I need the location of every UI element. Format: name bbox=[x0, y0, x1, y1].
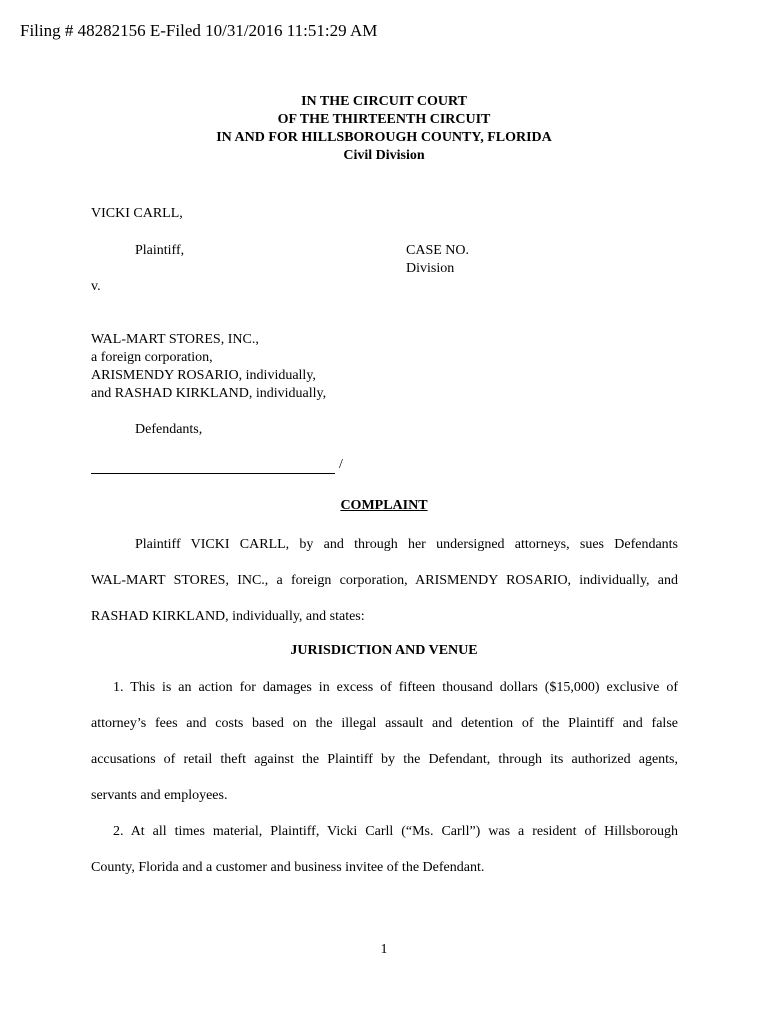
intro-line: WAL-MART STORES, INC., a foreign corporation, ARISMENDY ROSARIO, individually, and bbox=[91, 573, 678, 588]
defendants-role: Defendants, bbox=[135, 422, 203, 437]
court-division: Civil Division bbox=[343, 148, 425, 163]
paragraph-line: servants and employees. bbox=[91, 788, 228, 803]
intro-line: RASHAD KIRKLAND, individually, and states: bbox=[91, 609, 365, 624]
document-title-text: COMPLAINT bbox=[340, 498, 428, 513]
page-number: 1 bbox=[380, 942, 388, 957]
plaintiff-role: Plaintiff, bbox=[135, 243, 185, 258]
filing-stamp: Filing # 48282156 E-Filed 10/31/2016 11:51:29 AM bbox=[20, 21, 378, 40]
versus: v. bbox=[91, 279, 101, 294]
court-line-3: IN AND FOR HILLSBOROUGH COUNTY, FLORIDA bbox=[216, 130, 552, 145]
case-number-label: CASE NO. bbox=[406, 243, 470, 258]
paragraph-1 bbox=[91, 670, 678, 814]
paragraph-line: 2. At all times material, Plaintiff, Vicki Carll (“Ms. Carll”) was a resident of Hillsborough bbox=[113, 824, 678, 839]
plaintiff-name: VICKI CARLL, bbox=[91, 206, 183, 221]
defendant-line: and RASHAD KIRKLAND, individually, bbox=[91, 386, 327, 401]
intro-line: Plaintiff VICKI CARLL, by and through her undersigned attorneys, sues Defendants bbox=[135, 537, 678, 552]
defendant-line: ARISMENDY ROSARIO, individually, bbox=[91, 368, 316, 383]
paragraph-2 bbox=[91, 814, 678, 886]
section-heading: JURISDICTION AND VENUE bbox=[290, 643, 478, 658]
defendant-line: WAL-MART STORES, INC., bbox=[91, 332, 259, 347]
defendant-line: a foreign corporation, bbox=[91, 350, 213, 365]
intro-paragraph bbox=[91, 527, 678, 635]
rule-slash: / bbox=[339, 457, 343, 472]
paragraph-line: attorney’s fees and costs based on the illegal assault and detention of the Plaintiff and false bbox=[91, 716, 678, 731]
paragraph-line: 1. This is an action for damages in excess of fifteen thousand dollars ($15,000) exclusive of bbox=[113, 680, 678, 695]
court-line-1: IN THE CIRCUIT COURT bbox=[301, 94, 467, 109]
defendants-block bbox=[91, 331, 326, 403]
division-label: Division bbox=[406, 261, 455, 276]
caption-signature-line bbox=[91, 456, 343, 474]
paragraph-line: accusations of retail theft against the Plaintiff by the Defendant, through its authorized agents, bbox=[91, 752, 678, 767]
blank-rule bbox=[91, 459, 335, 474]
court-line-2: OF THE THIRTEENTH CIRCUIT bbox=[277, 112, 491, 127]
paragraph-line: County, Florida and a customer and business invitee of the Defendant. bbox=[91, 860, 485, 875]
court-caption-header bbox=[0, 93, 768, 165]
document-title bbox=[0, 497, 768, 515]
